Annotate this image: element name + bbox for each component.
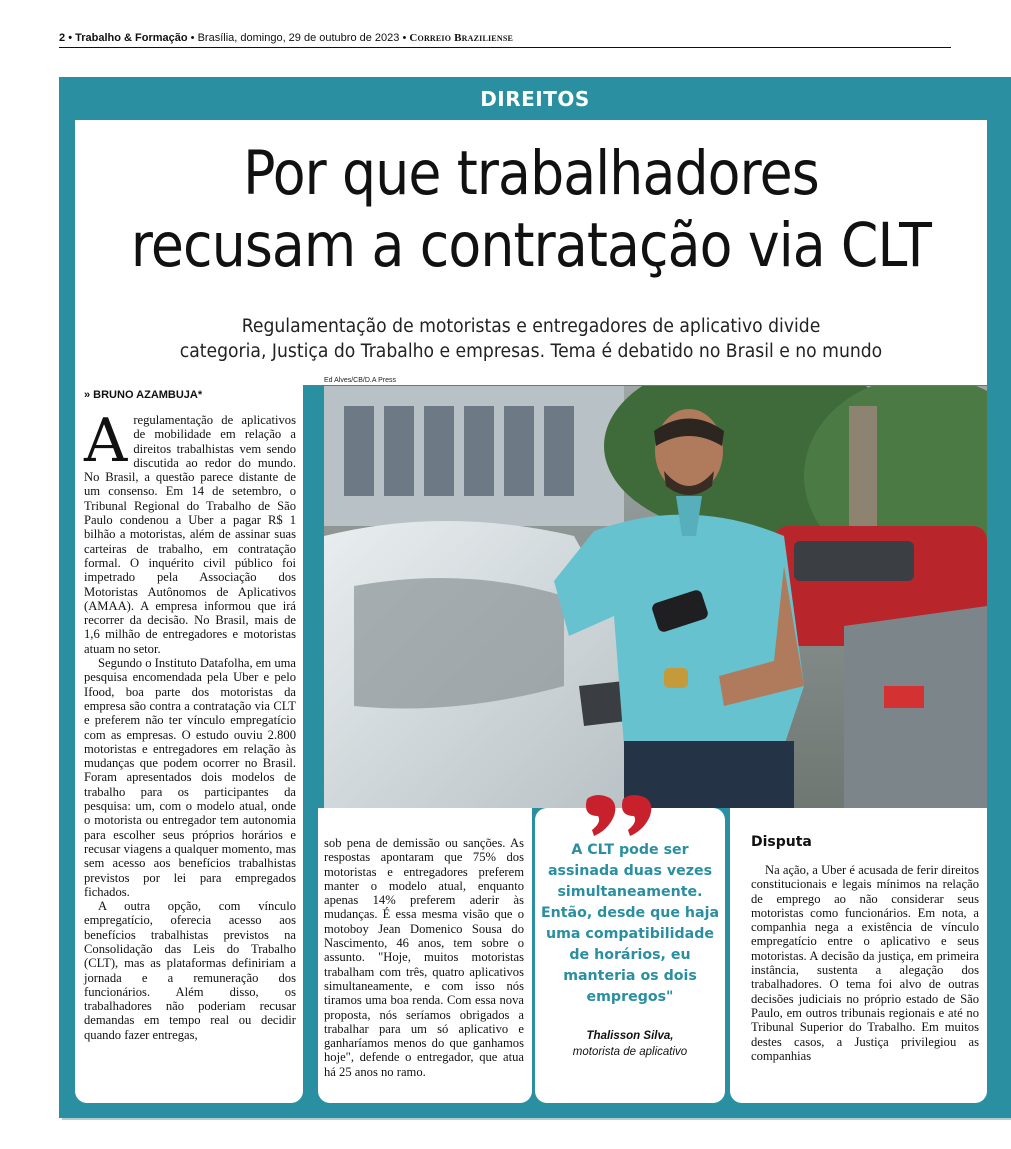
photo-illustration [324, 386, 987, 808]
paragraph: Segundo o Instituto Datafolha, em uma pesquisa encomendada pela Uber e pelo Ifood, boa parte dos motoristas da empresa são contra a contratação via CLT e preferem não ter vínculo empregatício com as empresas. O estudo ouviu 2.800 motoristas e entregadores em relação às mudanças que podem ocorrer no Brasil. Foram apresentados dois modelos de trabalho para os participantes da pesquisa: um, com o modelo atual, onde o motorista ou entregador tem autonomia para escolher seus próprios horários e recusar viagens a qualquer momento, mas sem acesso aos benefícios trabalhistas previstos por lei para empregados fichados. [84, 656, 296, 899]
publication-name: Correio Braziliense [409, 32, 514, 44]
headline-line-2: recusam a contratação via CLT [130, 210, 932, 281]
subheadline [107, 314, 955, 364]
byline: » BRUNO AZAMBUJA* [84, 389, 203, 401]
quote-mark-icon [584, 792, 656, 838]
paragraph-text: regulamentação de aplicativos de mobilidade em relação a direitos trabalhistas vem sendo discutida ao redor do mundo. No Brasil, a questão parece distante de um consenso. Em 14 de setembro, o Tribunal Regional do Trabalho de São Paulo condenou a Uber a pagar R$ 1 bilhão a motoristas, além de assinar suas carteiras de trabalho, em contratação formal. O inquérito civil público foi impetrado pela Associação dos Motoristas Autônomos de Aplicativos (AMAA). A empresa informou que irá recorrer da decisão. No Brasil, mais de 1,6 milhão de entregadores e motoristas atuam no setor. [84, 413, 296, 656]
subhead-line-2: categoria, Justiça do Trabalho e empresas. Tema é debatido no Brasil e no mundo [179, 341, 883, 362]
section-subtitle: Disputa [751, 834, 812, 850]
page-header [59, 32, 951, 46]
section-bar [59, 77, 1011, 120]
header-bullet-2: • [190, 32, 198, 44]
header-dateline: Brasília, domingo, 29 de outubro de 2023 [197, 32, 400, 44]
paragraph [84, 406, 296, 656]
section-label: DIREITOS [480, 86, 590, 111]
paragraph: sob pena de demissão ou sanções. As respostas apontaram que 75% dos motoristas e entregadores preferem manter o modelo atual, enquanto apenas 14% preferem aderir às mudanças. É essa mesma visão que o motoboy Jean Domenico Sousa do Nascimento, 46 anos, tem sobre o assunto. "Hoje, muitos motoristas trabalham com três, quatro aplicativos simultaneamente, e com isso nós tiramos uma boa renda. Com essa nova proposta, nós seríamos obrigados a trabalhar para um só aplicativo e ganharíamos menos do que ganhamos hoje", defende o entregador, que atua há 25 anos no ramo. [324, 836, 524, 1079]
pull-quote-author: Thalisson Silva, [586, 1030, 674, 1042]
paragraph: Na ação, a Uber é acusada de ferir direitos constitucionais e legais mínimos na relação de emprego ao não considerar seus motoristas como funcionários. Em nota, a companhia nega a existência de vínculo empregatício entre o aplicativo e seus motoristas. A decisão da justiça, em primeira instância, sustenta a alegação dos trabalhadores. O tema foi alvo de outras decisões judiciais no próprio estado de São Paulo, em outros tribunais regionais e até no Tribunal Superior do Trabalho. Em muitos destes casos, a Justiça privilegiou as companhias [751, 863, 979, 1063]
article-column-1 [84, 406, 296, 1042]
page-number: 2 [59, 32, 66, 44]
pull-quote-text: A CLT pode ser assinada duas vezes simultaneamente. Então, desde que haja uma compatibilidade de horários, eu manteria os dois empregos" [540, 842, 720, 1005]
article-column-2 [324, 836, 524, 1079]
header-rule [59, 47, 951, 48]
header-bullet: • [68, 32, 76, 44]
header-bullet-3: • [402, 32, 410, 44]
pull-quote-role: motorista de aplicativo [572, 1046, 688, 1058]
headline-line-1: Por que trabalhadores [243, 138, 819, 209]
article-column-4 [751, 863, 979, 1063]
header-section: Trabalho & Formação [75, 32, 188, 44]
headline [130, 138, 933, 282]
subhead-line-1: Regulamentação de motoristas e entregadores de aplicativo divide [241, 316, 821, 337]
photo-credit: Ed Alves/CB/D.A Press [324, 377, 396, 384]
article-photo [324, 386, 987, 808]
dropcap: A [84, 406, 128, 476]
paragraph: A outra opção, com vínculo empregatício, oferecia acesso aos benefícios trabalhistas previstos na Consolidação das Leis do Trabalho (CLT), mas as plataformas definiriam a jornada e a remuneração dos funcionários. Além disso, os trabalhadores não poderiam recusar demandas em tempo real ou decidir quando fazer entregas, [84, 899, 296, 1042]
